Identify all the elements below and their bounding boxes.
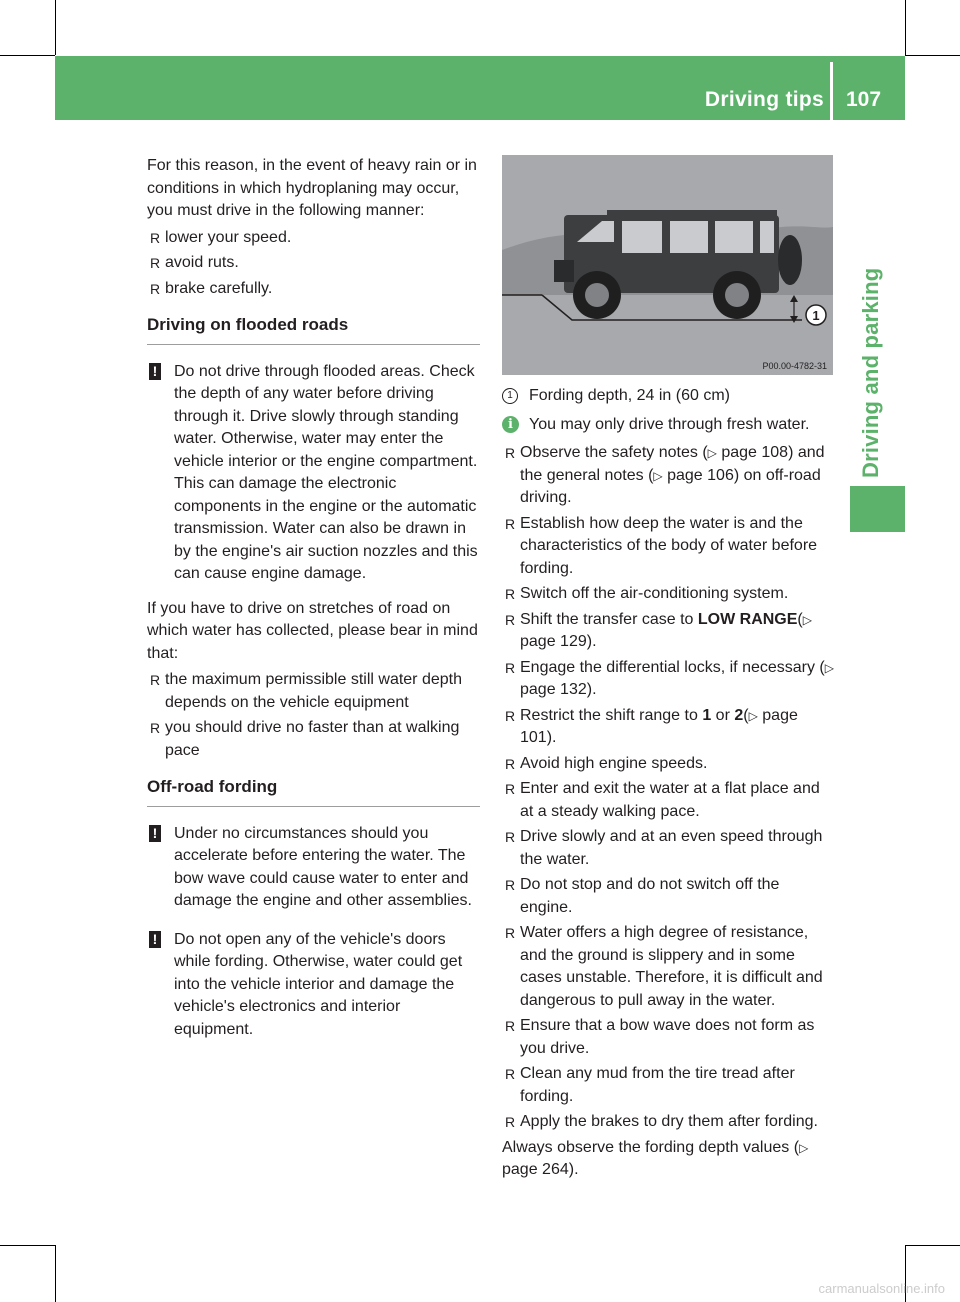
list-item: R Drive slowly and at an even speed through the water. [505, 828, 823, 868]
page-ref-arrow-icon: ▷ [824, 660, 834, 675]
bullet-icon: R [505, 925, 516, 941]
page-reference[interactable]: page 264). [502, 1161, 579, 1178]
bullet-icon: R [505, 707, 516, 724]
flooded-paragraph: If you have to drive on stretches of road on which water has collected, please bear in mind that: [147, 599, 478, 662]
page-ref-arrow-icon: ▷ [707, 446, 717, 460]
bullet-icon: R [505, 1018, 516, 1034]
list-item: R Ensure that a bow wave does not form as you drive. [505, 1017, 815, 1057]
warning-note: ! Under no circumstances should you accelerate before entering the water. The bow wave could cause water to enter and damage the engine and other assemblies. [147, 823, 480, 913]
bullet-icon: R [505, 829, 516, 845]
bullet-icon: R [505, 781, 516, 797]
watermark: carmanualsonline.info [818, 1281, 945, 1296]
list-item: R Apply the brakes to dry them after fording. [502, 1111, 835, 1134]
list-item: R avoid ruts. [147, 252, 480, 275]
list-item: R lower your speed. [147, 227, 480, 250]
warning-icon: ! [149, 825, 161, 842]
bullet-icon: R [505, 586, 516, 602]
figure-callout-label: 1 [812, 308, 820, 323]
figure-code: P00.00-4782-31 [762, 361, 827, 371]
bullet-icon: R [505, 515, 516, 532]
page-ref-arrow-icon: ▷ [799, 1140, 809, 1155]
vehicle-illustration [502, 155, 833, 375]
bullet-icon: R [505, 445, 516, 461]
crop-mark [905, 55, 960, 56]
list-item: R you should drive no faster than at walking pace [150, 719, 460, 759]
bullet-icon: R [505, 659, 516, 676]
warning-icon: ! [149, 363, 161, 380]
list-item: R Restrict the shift range to 1 or 2(▷ page 101). [505, 706, 798, 746]
left-column [147, 155, 480, 1053]
bullet-icon: R [505, 877, 516, 893]
page-ref-arrow-icon: ▷ [653, 468, 663, 483]
bullet-icon: R [150, 229, 161, 246]
bullet-icon: R [505, 1066, 516, 1082]
figure-caption: 1 Fording depth, 24 in (60 cm) [502, 385, 835, 408]
bullet-icon: R [505, 755, 516, 772]
bullet-icon: R [150, 255, 161, 271]
list-item: R the maximum permissible still water depth depends on the vehicle equipment [150, 671, 462, 711]
info-icon: i [502, 416, 519, 433]
page-ref-arrow-icon: ▷ [748, 708, 758, 723]
crop-mark [905, 1245, 960, 1246]
list-item: R Establish how deep the water is and the characteristics of the body of water before fording. [505, 514, 818, 577]
crop-mark [0, 1245, 55, 1246]
right-column [502, 385, 835, 1186]
list-item: R Observe the safety notes (▷ page 108) and the general notes (▷ page 106) on off-road driving. [505, 444, 825, 506]
crop-mark [55, 1245, 56, 1302]
page-reference[interactable]: page 106) on off-road driving. [520, 466, 821, 506]
page-title: Driving tips [704, 88, 824, 111]
crop-mark [55, 0, 56, 55]
side-tab-label: Driving and parking [858, 267, 883, 478]
flooded-bullet-list [147, 669, 480, 762]
warning-note: ! Do not open any of the vehicle's doors while fording. Otherwise, water could get into the vehicle interior and damage the vehicle's electronics and interior equipment. [147, 929, 480, 1042]
page-ref-arrow-icon: ▷ [802, 612, 812, 627]
page-number: 107 [846, 88, 882, 111]
bullet-icon: R [150, 720, 161, 736]
page-reference[interactable]: page 108) and the general notes ( [520, 444, 825, 484]
list-item: R Avoid high engine speeds. [502, 753, 835, 776]
list-item: R Do not stop and do not switch off the engine. [505, 876, 780, 916]
bullet-icon: R [150, 672, 161, 688]
intro-bullet-list [147, 227, 480, 301]
side-tab-block [850, 486, 905, 532]
info-note: i You may only drive through fresh water. [502, 414, 835, 437]
warning-icon: ! [149, 931, 161, 948]
warning-note: ! Do not drive through flooded areas. Check the depth of any water before driving through it. Drive slowly through standing water. Otherwise, water may enter the vehicle interior or the engine compartment. This can damage the electronic components in the engine or the automatic transmission. Water can also be drawn in by the engine's air suction nozzles and this can cause engine damage. [147, 361, 480, 586]
bullet-icon: R [505, 1114, 516, 1130]
list-item: R brake carefully. [147, 278, 480, 301]
list-item: R Water offers a high degree of resistance, and the ground is slippery and in some cases unstable. Therefore, it is difficult and dangerous to pull away in the water. [505, 924, 823, 1009]
bullet-icon: R [505, 611, 516, 628]
section-heading-offroad: Off-road fording [147, 776, 480, 807]
list-item: R Shift the transfer case to LOW RANGE(▷ page 129). [505, 610, 812, 650]
intro-paragraph: For this reason, in the event of heavy rain or in conditions in which hydroplaning may occur, you must drive in the following manner: [147, 157, 477, 219]
fording-depth-illustration [502, 155, 833, 375]
list-item: R Engage the differential locks, if necessary (▷ page 132). [505, 658, 834, 698]
list-item: R Enter and exit the water at a flat place and at a steady walking pace. [505, 780, 820, 820]
crop-mark [905, 0, 906, 55]
closing-paragraph: Always observe the fording depth values (▷ page 264). [502, 1138, 809, 1178]
fording-bullet-list [502, 442, 835, 1134]
bullet-icon: R [150, 280, 161, 297]
page-reference[interactable]: page 101). [520, 706, 798, 746]
page-reference[interactable]: page 132). [520, 681, 597, 698]
page-reference[interactable]: page 129). [520, 633, 597, 650]
list-item: R Switch off the air-conditioning system. [502, 583, 835, 606]
callout-number: 1 [502, 388, 518, 404]
section-heading-flooded: Driving on flooded roads [147, 314, 480, 345]
crop-mark [0, 55, 55, 56]
list-item: R Clean any mud from the tire tread after fording. [505, 1065, 795, 1105]
header-divider [830, 62, 833, 120]
